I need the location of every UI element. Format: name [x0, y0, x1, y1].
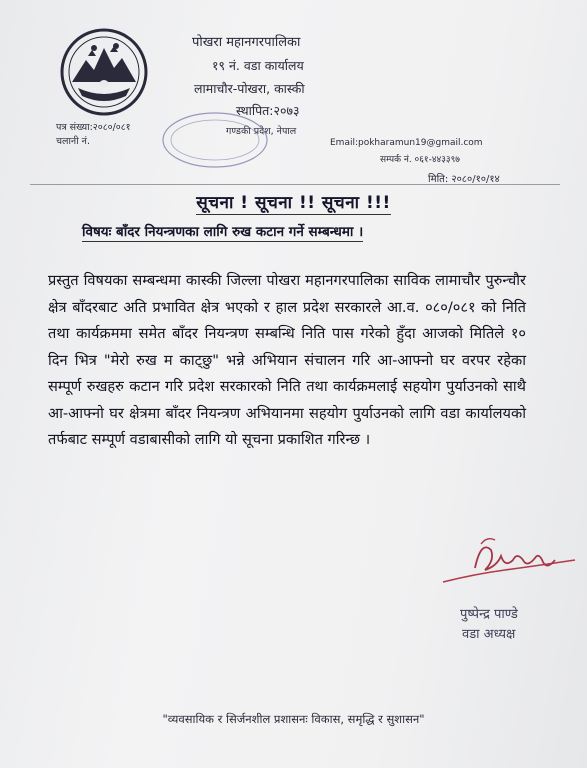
office-email: Email:pokharamun19@gmail.com [330, 138, 483, 148]
office-phone: सम्पर्क नं. ०६१-४४३३९७ [380, 155, 460, 165]
province-line: गण्डकी प्रदेश, नेपाल [226, 126, 297, 137]
office-name: पोखरा महानगरपालिका [192, 35, 301, 50]
header-divider [30, 184, 560, 185]
letter-number: पत्र संख्या:२०८०/०८१ [56, 122, 131, 133]
ward-office: १९ नं. वडा कार्यालय [212, 58, 304, 73]
footer-slogan: "व्यवसायिक र सिर्जनशील प्रशासनः विकास, समृद्धि र सुशासन" [162, 712, 425, 726]
signer-name: पुष्पेन्द्र पाण्डे [460, 607, 518, 622]
notice-subject [82, 222, 363, 240]
signer-title: वडा अध्यक्ष [462, 627, 516, 642]
notice-subject-text: विषयः बाँदर नियन्त्रणका लागि रुख कटान गर्ने सम्बन्धमा । [82, 224, 364, 240]
notice-heading-text: सूचना ! सूचना !! सूचना !!! [196, 193, 391, 213]
notice-heading [0, 190, 587, 213]
handwritten-signature-icon [435, 530, 585, 600]
dispatch-number: चलानी नं. [56, 136, 90, 147]
letter-date: मिति: २०८०/१०/१४ [428, 174, 500, 185]
established-year: स्थापित:२०७३ [236, 103, 300, 118]
notice-body: प्रस्तुत विषयका सम्बन्धमा कास्की जिल्ला पोखरा महानगरपालिका साविक लामाचौर पुरुन्चौर क्षेत्र बाँदरबाट अति प्रभावित क्षेत्र भएको र हाल प्रदेश सरकारले आ.व. ०८०/०८१ को निति तथा कार्यक्रममा समेत बाँदर नियन्त्रण सम्बन्धि निति पास गरेको हुँदा आजको मितिले १० दिन भित्र "मेरो रुख म काट्छु" भन्ने अभियान संचालन गरि आ-आफ्नो घर वरपर रहेका सम्पूर्ण रुखहरु कटान गरि प्रदेश सरकारको निति तथा कार्यक्रमलाई सहयोग पुर्याउनको साथै आ-आफ्नो घर क्षेत्रमा बाँदर नियन्त्रण अभियानमा सहयोग पुर्याउनको लागि वडा कार्यालयको तर्फबाट सम्पूर्ण वडाबासीको लागि यो सूचना प्रकाशित गरिन्छ । [48, 272, 526, 448]
office-stamp-icon [160, 110, 270, 170]
office-address: लामाचौर-पोखरा, कास्की [194, 81, 305, 96]
government-emblem-icon [58, 26, 150, 118]
